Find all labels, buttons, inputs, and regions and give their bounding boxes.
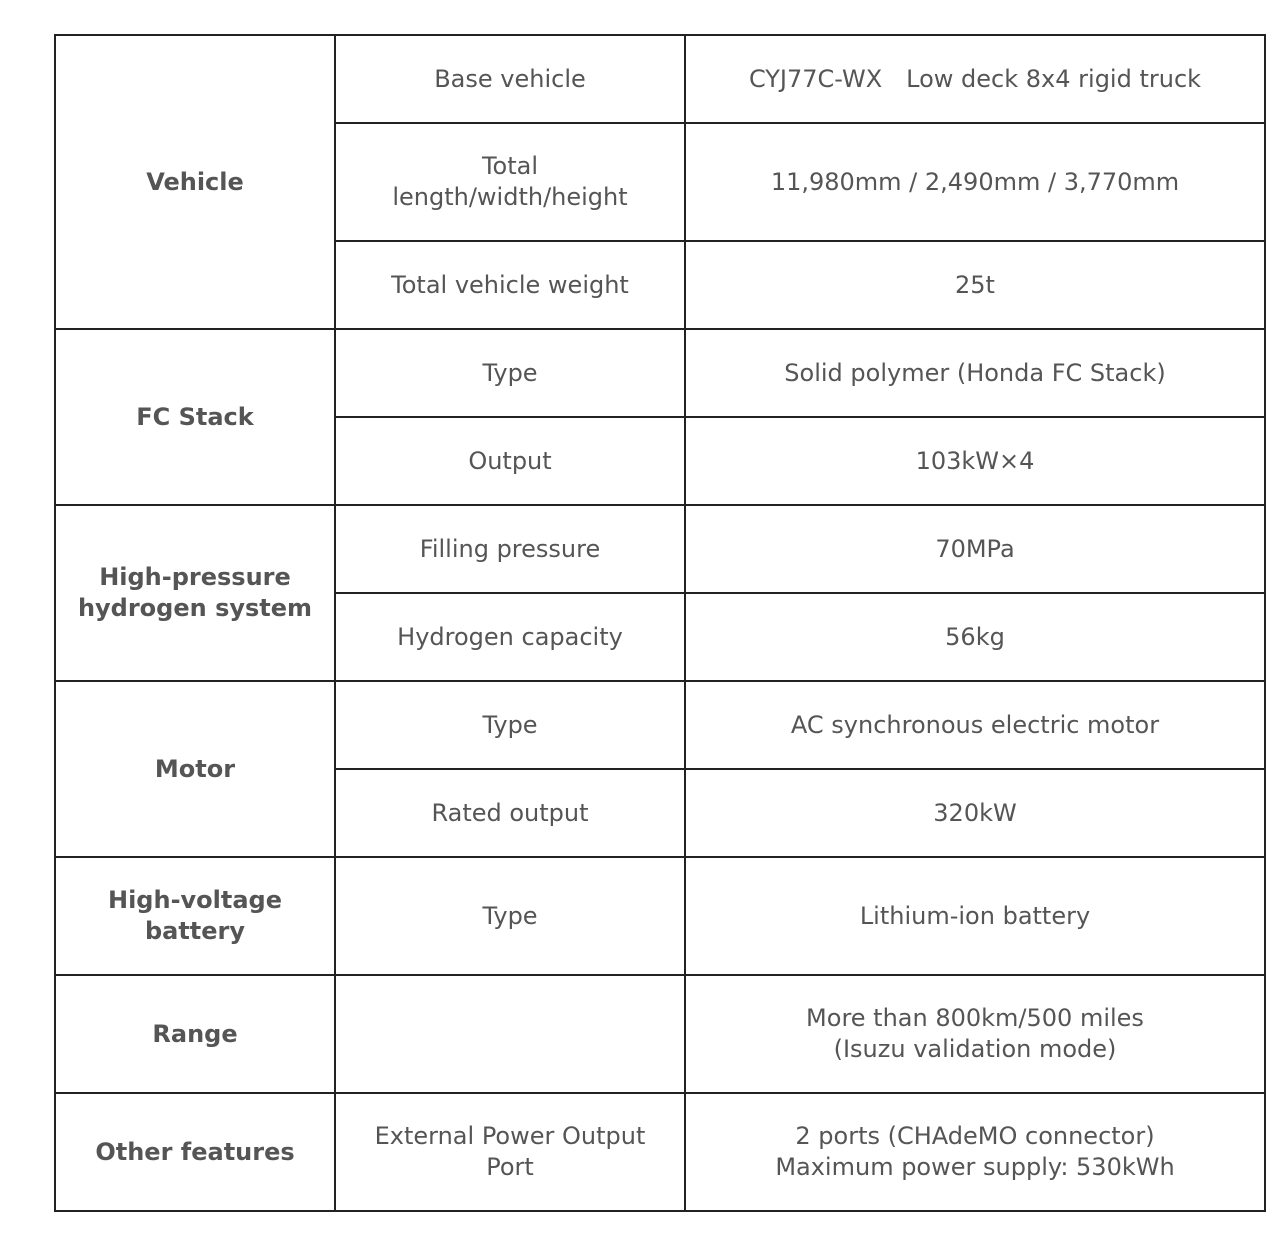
value-cell: 56kg — [685, 593, 1265, 681]
value-cell: Lithium-ion battery — [685, 857, 1265, 975]
table-row — [55, 329, 1265, 417]
item-cell: Hydrogen capacity — [335, 593, 685, 681]
value-cell: 25t — [685, 241, 1265, 329]
category-cell: High-pressure hydrogen system — [55, 505, 335, 681]
value-cell: 320kW — [685, 769, 1265, 857]
item-cell: Output — [335, 417, 685, 505]
spec-table — [54, 34, 1266, 1212]
item-cell: Base vehicle — [335, 35, 685, 123]
item-cell: Rated output — [335, 769, 685, 857]
category-cell: High-voltage battery — [55, 857, 335, 975]
category-cell: Vehicle — [55, 35, 335, 329]
item-cell: Type — [335, 857, 685, 975]
category-cell: Motor — [55, 681, 335, 857]
value-cell: 11,980mm / 2,490mm / 3,770mm — [685, 123, 1265, 241]
table-row — [55, 681, 1265, 769]
table-row — [55, 1093, 1265, 1211]
value-cell: 70MPa — [685, 505, 1265, 593]
category-cell: Range — [55, 975, 335, 1093]
value-cell: 103kW×4 — [685, 417, 1265, 505]
item-cell: Total vehicle weight — [335, 241, 685, 329]
item-cell: Total length/width/height — [335, 123, 685, 241]
item-cell: Type — [335, 329, 685, 417]
table-row — [55, 505, 1265, 593]
item-cell: External Power Output Port — [335, 1093, 685, 1211]
table-row — [55, 35, 1265, 123]
value-cell: 2 ports (CHAdeMO connector) Maximum power supply: 530kWh — [685, 1093, 1265, 1211]
item-cell: Filling pressure — [335, 505, 685, 593]
category-cell: FC Stack — [55, 329, 335, 505]
value-cell: CYJ77C-WX Low deck 8x4 rigid truck — [685, 35, 1265, 123]
value-cell: More than 800km/500 miles (Isuzu validation mode) — [685, 975, 1265, 1093]
table-row — [55, 857, 1265, 975]
value-cell: AC synchronous electric motor — [685, 681, 1265, 769]
value-cell: Solid polymer (Honda FC Stack) — [685, 329, 1265, 417]
item-cell — [335, 975, 685, 1093]
table-row — [55, 975, 1265, 1093]
item-cell: Type — [335, 681, 685, 769]
category-cell: Other features — [55, 1093, 335, 1211]
